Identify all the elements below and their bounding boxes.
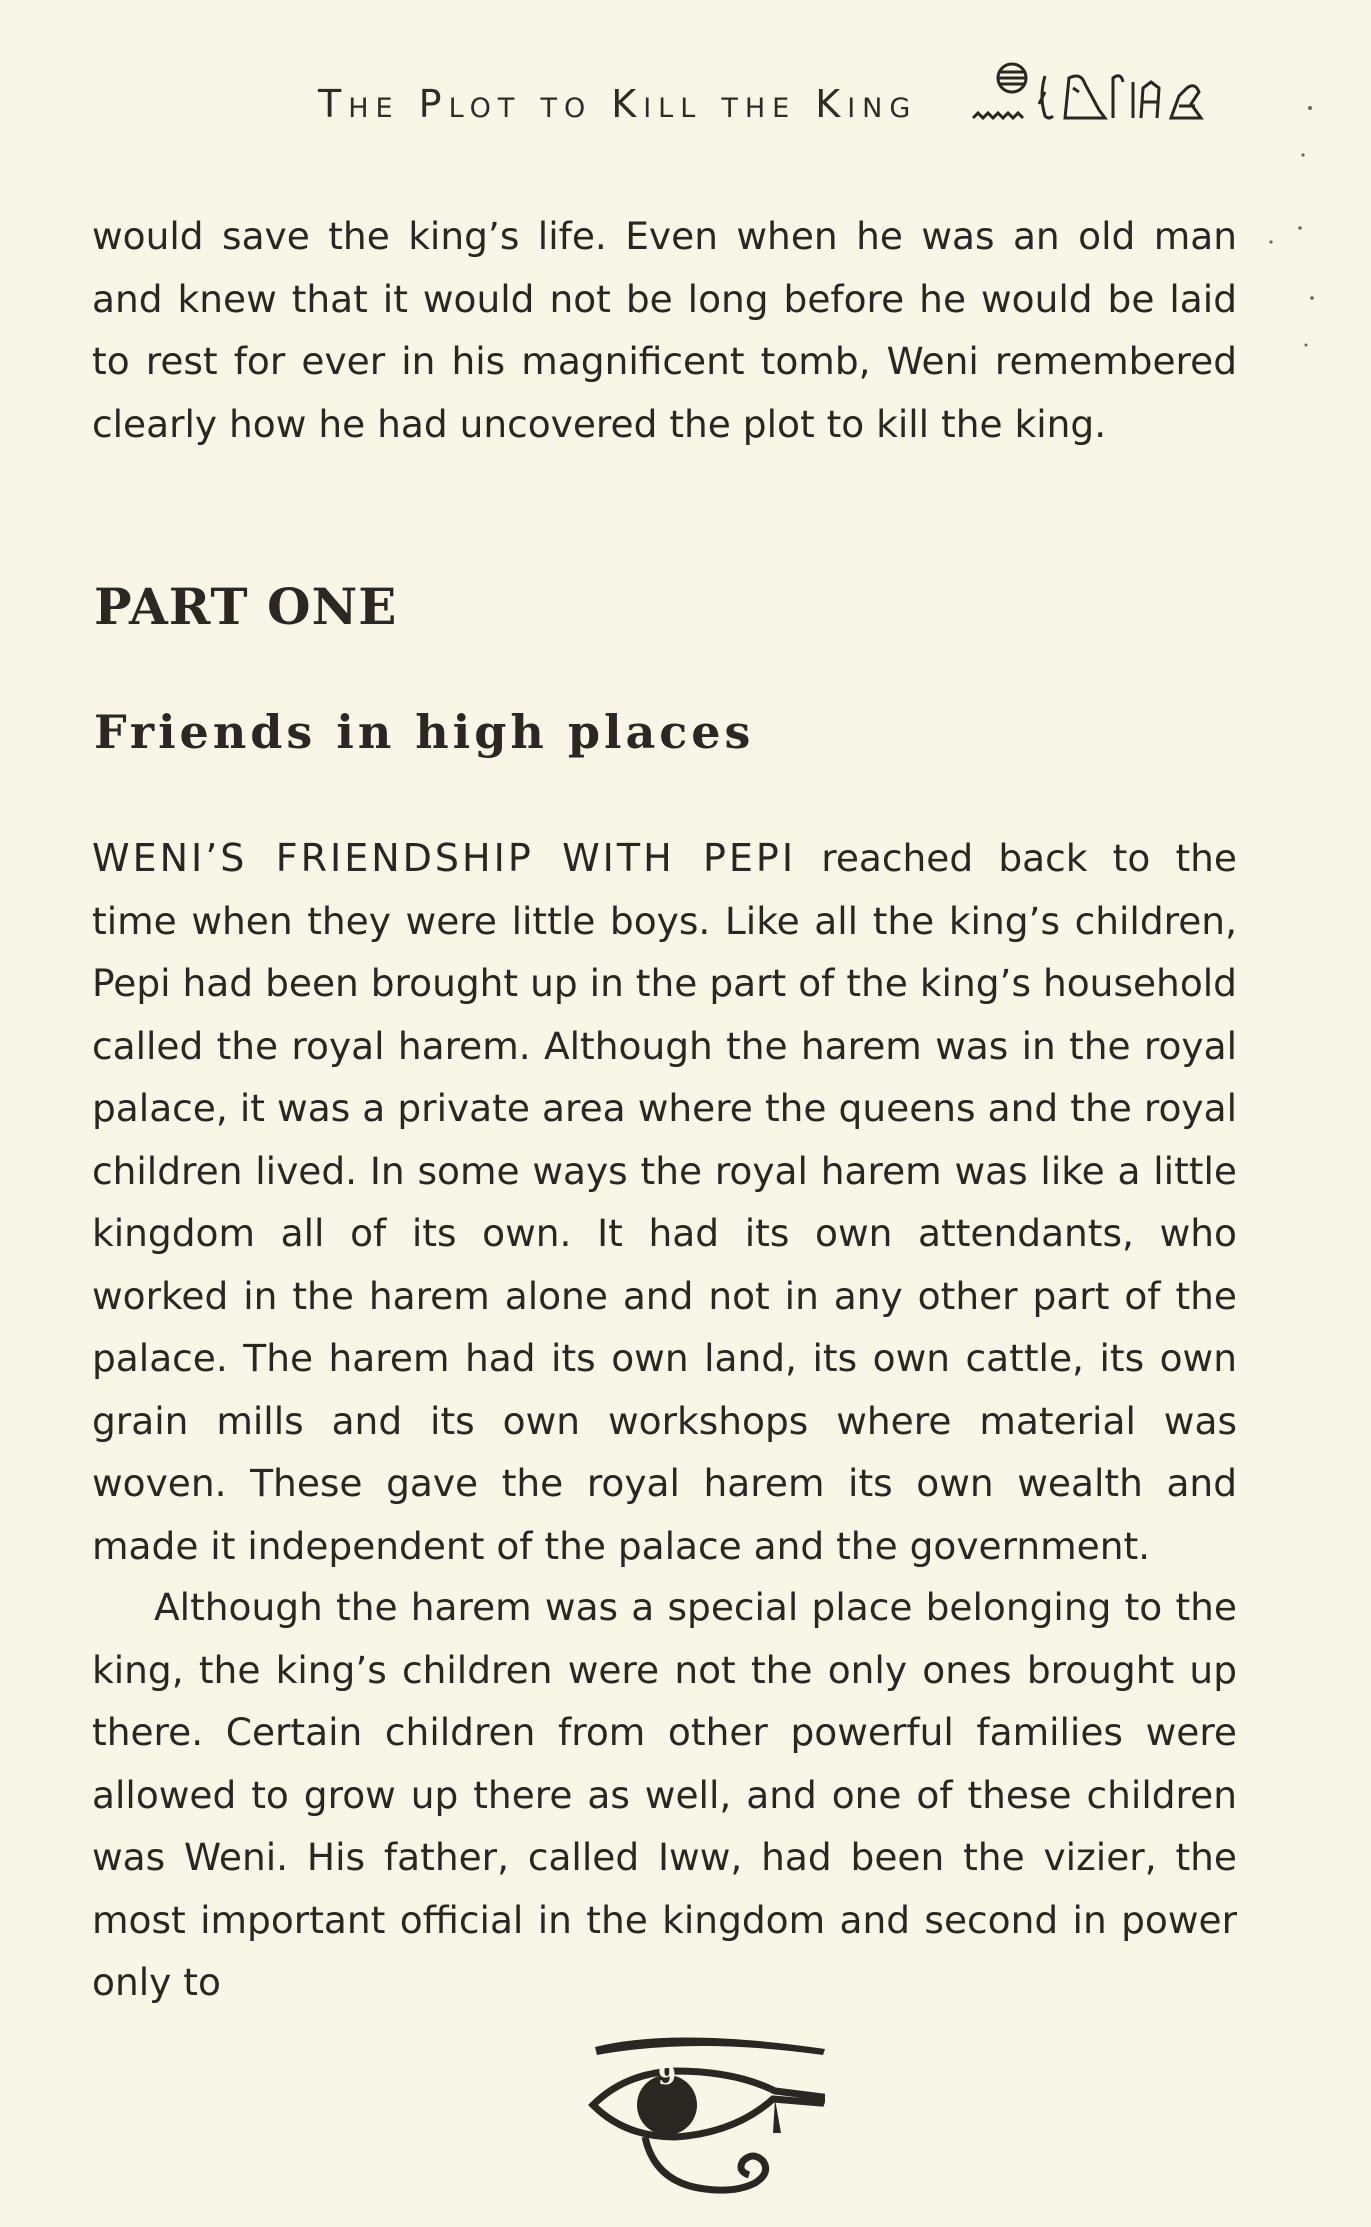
page-number: 9 — [657, 2061, 677, 2091]
section-title: Friends in high places — [94, 705, 755, 759]
part-title: PART ONE — [94, 577, 398, 636]
paragraph-lead-in: WENI’S FRIENDSHIP WITH PEPI — [92, 836, 797, 880]
body-paragraph-2: Although the harem was a special place belonging to the king, the king’s children were not the only ones brought up there. Certain children from other powerful families were allowed to grow up there as well, and one of these children was Weni. His father, called Iww, had been the vizier, the most important official in the kingdom and second in power only to — [92, 1585, 1237, 2004]
intro-paragraph: would save the king’s life. Even when he was an old man and knew that it would not be long before he would be laid to rest for ever in his magnificent tomb, Weni remembered clearly how he had uncovered the plot to kill the king. — [92, 214, 1237, 446]
running-title: The Plot to Kill the King — [318, 82, 918, 126]
paragraph-text: reached back to the time when they were little boys. Like all the king’s children, Pepi had been brought up in the part of the king’s household called the royal harem. Although the harem was in the royal palace, it was a private area where the queens and the royal children lived. In some ways the royal harem was like a little kingdom all of its own. It had its own attendants, who worked in the harem alone and not in any other part of the palace. The harem had its own land, its own cattle, its own grain mills and its own workshops where material was woven. These gave the royal harem its own wealth and made it independent of the palace and the government. — [92, 836, 1237, 1568]
